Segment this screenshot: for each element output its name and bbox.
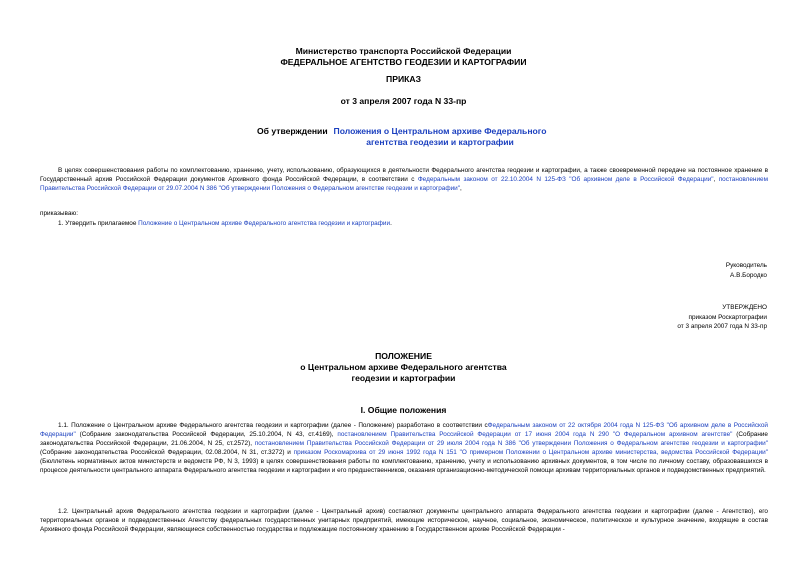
federal-law-link[interactable]: Федеральным законом от 22.10.2004 N 125-ФЗ "Об архивном деле в Российской Федерации" xyxy=(417,176,714,183)
paragraph-1-1 xyxy=(40,421,768,475)
p11-text-2: (Собрание законодательства Российской Федерации, 25.10.2004, N 43, ст.4169), xyxy=(75,431,338,438)
subject-link[interactable]: Положения о Центральном архиве Федерального агентства геодезии и картографии xyxy=(333,126,547,147)
doc-type: ПРИКАЗ xyxy=(386,74,421,84)
agency-name: ФЕДЕРАЛЬНОЕ АГЕНТСТВО ГЕОДЕЗИИ И КАРТОГРАФИИ xyxy=(280,57,527,67)
p11-text-5: (Бюллетень нормативных актов министерств и ведомств РФ, N 3, 1993) в целях совершенствования работы по комплектованию, хранению, учету и использованию архивных документов, в том числе по личному составу, образовавшихся в процессе деятельности центрального аппарата Федерального агентства геодезии и картографии и его предшественников, оказания организационно-методической помощи архивам территориальных органов и подведомственных предприятий. xyxy=(40,458,768,474)
section-title: I. Общие положения xyxy=(360,405,447,415)
p11-order-151-link[interactable]: приказом Роскомархива от 29 июня 1992 года N 151 "О примерном Положении о Центральном архиве министерства, ведомства Российской Федерации" xyxy=(293,449,768,456)
item1-suffix: . xyxy=(390,220,392,227)
signature-role: Руководитель xyxy=(725,262,767,269)
p11-decree-386-link[interactable]: постановлением Правительства Российской Федерации от 29 июля 2004 года N 386 "Об утверждении Положения о Федеральном агентстве геодезии и картографии" xyxy=(254,440,768,447)
item1-prefix: 1. Утвердить прилагаемое xyxy=(58,220,139,227)
approval-line-2: от 3 апреля 2007 года N 33-пр xyxy=(677,323,767,330)
document-header xyxy=(0,46,807,68)
regulation-title-3: геодезии и картографии xyxy=(351,373,456,383)
approval-title: УТВЕРЖДЕНО xyxy=(722,304,767,311)
p11-decree-290-link[interactable]: постановлением Правительства Российской Федерации от 17 июня 2004 года N 290 "О Федеральном архивном агентстве" xyxy=(337,431,733,438)
p11-text-3: (Собрание законодательства Российской Федерации, 21.06.2004, N 25, ст.2572), xyxy=(40,431,768,447)
regulation-link[interactable]: Положение о Центральном архиве Федерального агентства геодезии и картографии xyxy=(138,220,391,227)
subject-prefix: Об утверждении xyxy=(256,126,331,136)
orders-line: приказываю: xyxy=(40,210,78,217)
ministry-name: Министерство транспорта Российской Федерации xyxy=(295,46,512,56)
signature-block xyxy=(726,261,767,280)
preamble-paragraph xyxy=(40,166,768,193)
paragraph-1-2: 1.2. Центральный архив Федерального агентства геодезии и картографии (далее - Центральный архив) составляют документы центрального аппарата Федерального агентства геодезии и картографии (далее - Агентство), его территориальных органов и подведомственных Агентству федеральных государственных унитарных предприятий, имеющие историческое, научное, социальное, экономическое, политическое и культурное значение, входящие в состав Архивного фонда Российской Федерации, являющиеся собственностью государства и подлежащие постоянному хранению в Государственном архиве Российской Федерации - xyxy=(40,508,768,533)
doc-date-number: от 3 апреля 2007 года N 33-пр xyxy=(340,96,467,106)
order-item-1 xyxy=(58,219,658,228)
regulation-title xyxy=(0,351,807,384)
preamble-text-2: , xyxy=(713,176,719,183)
regulation-title-1: ПОЛОЖЕНИЕ xyxy=(375,351,432,361)
approval-line-1: приказом Роскартографии xyxy=(688,313,767,321)
approval-block xyxy=(677,303,767,332)
preamble-text-1: В целях совершенствования работы по комплектованию, хранению, учету, использованию, образующихся в деятельности Федерального агентства геодезии и картографии, а также своевременной передаче на постоянное хранение в Государственный архив Российской Федерации документов Архивного фонда Российской Федерации, в соответствии с xyxy=(40,167,768,183)
p11-law-link[interactable]: Федеральным законом от 22 октября 2004 года N 125-ФЗ "Об архивном деле в Российской Федерации" xyxy=(40,422,769,438)
doc-subject xyxy=(0,126,807,148)
regulation-title-2: о Центральном архиве Федерального агентства xyxy=(300,362,507,372)
p11-text-1: 1.1. Положение о Центральном архиве Федерального агентства геодезии и картографии (далее - Положение) разработано в соответствии с xyxy=(58,422,488,429)
preamble-text-3: , xyxy=(460,185,462,192)
signature-name: А.В.Бородко xyxy=(730,271,767,279)
government-decree-link[interactable]: постановлением Правительства Российской Федерации от 29.07.2004 N 386 "Об утверждении Положения о Федеральном агентстве геодезии и картографии" xyxy=(40,176,768,192)
p11-text-4: (Собрание законодательства Российской Федерации, 02.08.2004, N 31, ст.3272) и xyxy=(40,449,294,456)
